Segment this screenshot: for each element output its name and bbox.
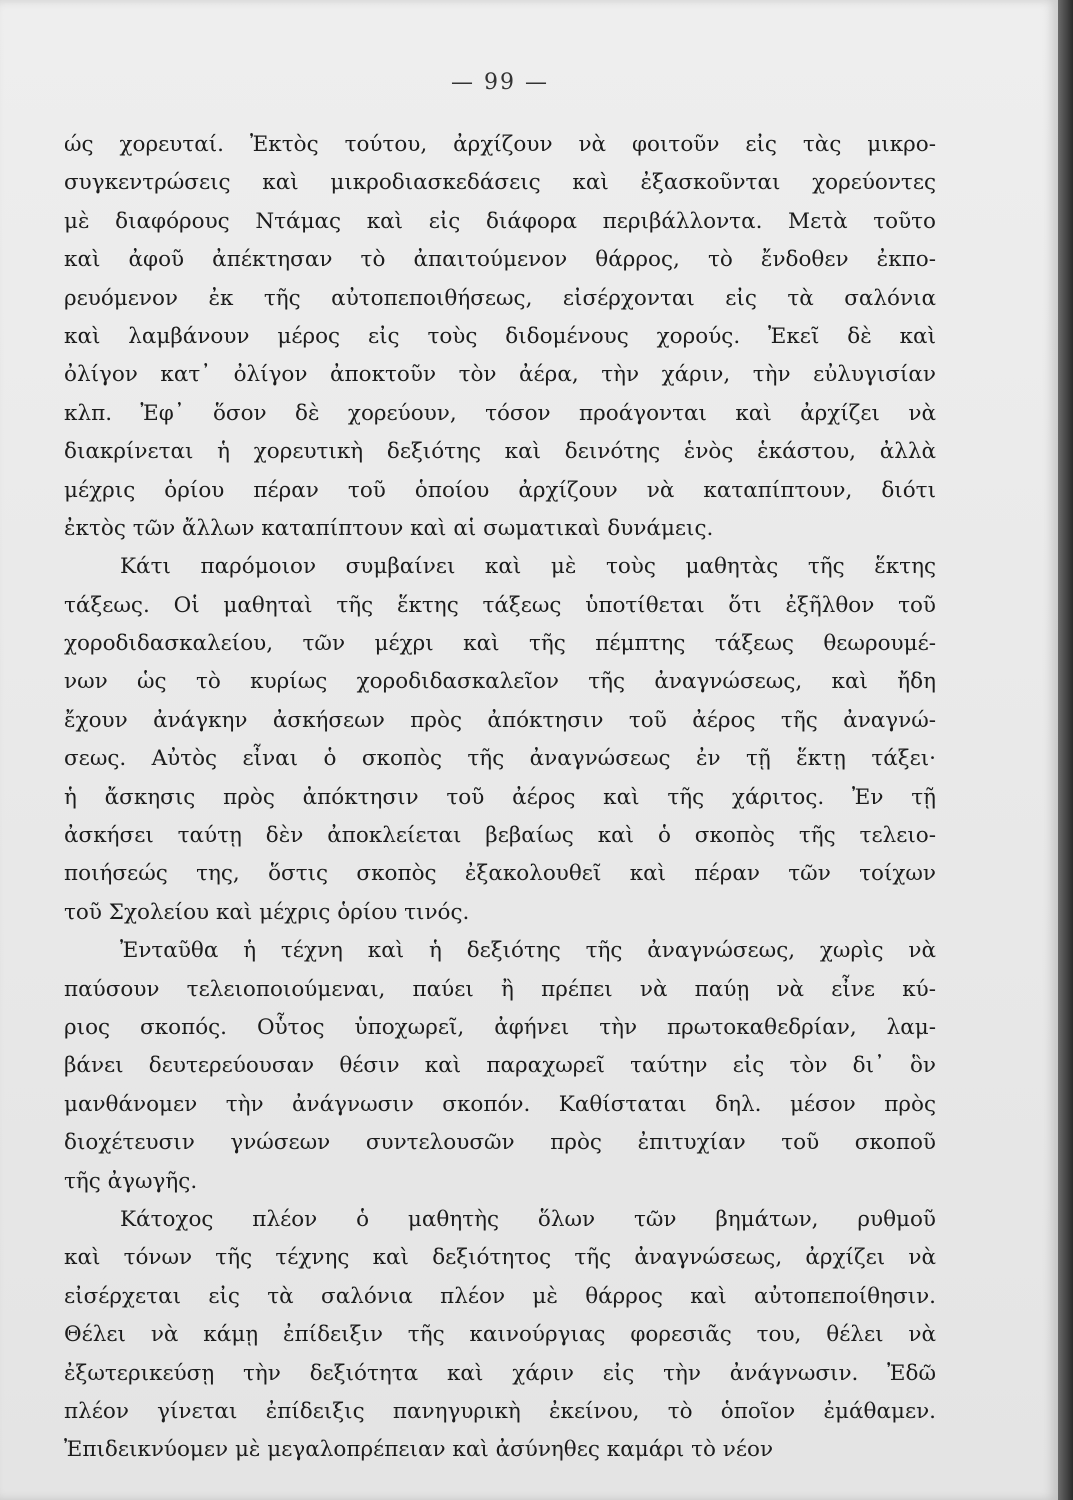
text-line: μὲ διαφόρους Ντάμας καὶ εἰς διάφορα περιβάλλοντα. Μετὰ τοῦτο <box>64 208 936 234</box>
text-line: ώς χορευταί. Ἐκτὸς τούτου, ἀρχίζουν νὰ φοιτοῦν εἰς τὰς μικρο- <box>64 132 936 157</box>
text-line: μέχρις ὁρίου πέραν τοῦ ὁποίου ἀρχίζουν νὰ καταπίπτουν, διότι <box>64 477 936 503</box>
paragraph <box>64 548 936 932</box>
text-line: Ἐνταῦθα ἡ τέχνη καὶ ἡ δεξιότης τῆς ἀναγνώσεως, χωρὶς νὰ <box>120 938 936 964</box>
text-line: διοχέτευσιν γνώσεων συντελουσῶν πρὸς ἐπιτυχίαν τοῦ σκοποῦ <box>64 1130 936 1156</box>
text-line: ἐξωτερικεύσῃ τὴν δεξιότητα καὶ χάριν εἰς τὴν ἀνάγνωσιν. Ἐδῶ <box>64 1360 936 1386</box>
text-line: συγκεντρώσεις καὶ μικροδιασκεδάσεις καὶ ἐξασκοῦνται χορεύοντες <box>64 170 936 196</box>
text-line: καὶ ἀφοῦ ἀπέκτησαν τὸ ἀπαιτούμενον θάρρος, τὸ ἔνδοθεν ἐκπο- <box>64 247 936 273</box>
paragraph <box>64 932 936 1201</box>
text-line: Κάτι παρόμοιον συμβαίνει καὶ μὲ τοὺς μαθητὰς τῆς ἕκτης <box>120 554 936 580</box>
text-line: τάξεως. Οἱ μαθηταὶ τῆς ἕκτης τάξεως ὑποτίθεται ὅτι ἐξῆλθον τοῦ <box>64 592 936 618</box>
text-line: πλέον γίνεται ἐπίδειξις πανηγυρικὴ ἐκείνου, τὸ ὁποῖον ἐμάθαμεν. <box>64 1398 936 1424</box>
text-line: Ἐπιδεικνύομεν μὲ μεγαλοπρέπειαν καὶ ἀσύνηθες καμάρι τὸ νέον <box>64 1437 774 1463</box>
text-line: χοροδιδασκαλείου, τῶν μέχρι καὶ τῆς πέμπτης τάξεως θεωρουμέ- <box>64 631 936 657</box>
text-line: ποιήσεώς της, ὅστις σκοπὸς ἐξακολουθεῖ καὶ πέραν τῶν τοίχων <box>64 861 936 887</box>
text-line: βάνει δευτερεύουσαν θέσιν καὶ παραχωρεῖ ταύτην εἰς τὸν δι᾽ ὃν <box>64 1053 936 1079</box>
text-line: ρευόμενον ἐκ τῆς αὐτοπεποιθήσεως, εἰσέρχονται εἰς τὰ σαλόνια <box>64 285 936 311</box>
text-line: παύσουν τελειοποιούμεναι, παύει ἢ πρέπει νὰ παύῃ νὰ εἶνε κύ- <box>64 976 936 1002</box>
text-line: νων ὡς τὸ κυρίως χοροδιδασκαλεῖον τῆς ἀναγνώσεως, καὶ ἤδη <box>64 669 936 695</box>
text-line: καὶ λαμβάνουν μέρος εἰς τοὺς διδομένους χορούς. Ἐκεῖ δὲ καὶ <box>64 323 936 349</box>
text-line: ὀλίγον κατ᾽ ὀλίγον ἀποκτοῦν τὸν ἀέρα, τὴν χάριν, τὴν εὐλυγισίαν <box>64 362 936 388</box>
text-line: τοῦ Σχολείου καὶ μέχρις ὁρίου τινός. <box>64 899 470 925</box>
text-line: ἔχουν ἀνάγκην ἀσκήσεων πρὸς ἀπόκτησιν τοῦ ἀέρος τῆς ἀναγνώ- <box>64 707 936 733</box>
text-line: Θέλει νὰ κάμῃ ἐπίδειξιν τῆς καινούργιας φορεσιᾶς του, θέλει νὰ <box>64 1322 936 1348</box>
text-line: καὶ τόνων τῆς τέχνης καὶ δεξιότητος τῆς ἀναγνώσεως, ἀρχίζει νὰ <box>64 1245 936 1271</box>
text-line: σεως. Αὐτὸς εἶναι ὁ σκοπὸς τῆς ἀναγνώσεως ἐν τῇ ἕκτῃ τάξει· <box>64 746 936 772</box>
paragraph <box>64 126 936 548</box>
text-line: τῆς ἀγωγῆς. <box>64 1168 198 1194</box>
body-text <box>64 126 936 1470</box>
text-line: ἡ ἄσκησις πρὸς ἀπόκτησιν τοῦ ἀέρος καὶ τῆς χάριτος. Ἐν τῇ <box>64 784 936 810</box>
text-line: ἐκτὸς τῶν ἄλλων καταπίπτουν καὶ αἱ σωματικαὶ δυνάμεις. <box>64 515 714 541</box>
text-line: ἀσκήσει ταύτῃ δὲν ἀποκλείεται βεβαίως καὶ ὁ σκοπὸς τῆς τελειο- <box>64 823 936 849</box>
text-line: μανθάνομεν τὴν ἀνάγνωσιν σκοπόν. Καθίσταται δηλ. μέσον πρὸς <box>64 1091 936 1117</box>
paragraph <box>64 1201 936 1470</box>
page-number: — 99 — <box>451 70 549 95</box>
text-line: εἰσέρχεται εἰς τὰ σαλόνια πλέον μὲ θάρρος καὶ αὐτοπεποίθησιν. <box>64 1283 936 1309</box>
text-line: Κάτοχος πλέον ὁ μαθητὴς ὅλων τῶν βημάτων, ρυθμοῦ <box>120 1206 936 1232</box>
text-line: κλπ. Ἐφ᾽ ὅσον δὲ χορεύουν, τόσον προάγονται καὶ ἀρχίζει νὰ <box>64 400 936 426</box>
text-line: ριος σκοπός. Οὗτος ὑποχωρεῖ, ἀφήνει τὴν πρωτοκαθεδρίαν, λαμ- <box>64 1014 936 1040</box>
page-edge <box>1058 0 1073 1500</box>
text-line: διακρίνεται ἡ χορευτικὴ δεξιότης καὶ δεινότης ἑνὸς ἑκάστου, ἀλλὰ <box>64 439 936 465</box>
